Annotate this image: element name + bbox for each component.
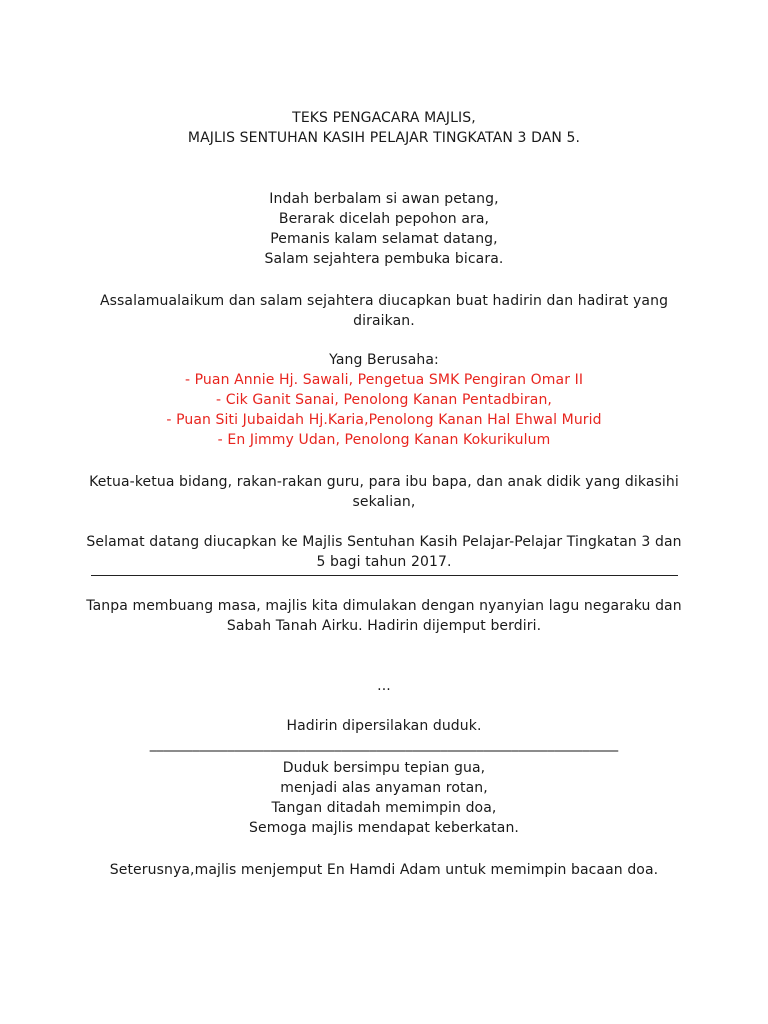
horizontal-rule xyxy=(91,575,678,576)
ellipsis: ... xyxy=(377,678,391,694)
prayer-pantun-line-3: Tangan ditadah memimpin doa, xyxy=(271,800,497,816)
prayer-invitation: Seterusnya,majlis menjemput En Hamdi Adam untuk memimpin bacaan doa. xyxy=(109,862,659,878)
opening-pantun-line-1: Indah berbalam si awan petang, xyxy=(269,191,499,207)
dignitary-item: - En Jimmy Udan, Penolong Kanan Kokurikulum xyxy=(217,432,551,448)
anthem-line-1: Tanpa membuang masa, majlis kita dimulakan dengan nyanyian lagu negaraku dan xyxy=(86,598,682,614)
audience-line-2: sekalian, xyxy=(352,494,416,510)
prayer-pantun-line-2: menjadi alas anyaman rotan, xyxy=(280,780,488,796)
opening-pantun-line-2: Berarak dicelah pepohon ara, xyxy=(278,211,490,227)
dignitary-item: - Puan Annie Hj. Sawali, Pengetua SMK Pengiran Omar II xyxy=(184,372,584,388)
title-line-1: TEKS PENGACARA MAJLIS, xyxy=(292,110,476,126)
title-line-2: MAJLIS SENTUHAN KASIH PELAJAR TINGKATAN 3 DAN 5. xyxy=(187,130,581,146)
prayer-pantun-line-1: Duduk bersimpu tepian gua, xyxy=(282,760,486,776)
underscore-divider: __________________________________________________________________ xyxy=(149,736,619,752)
seated-instruction: Hadirin dipersilakan duduk. xyxy=(286,718,482,734)
greeting-line-2: diraikan. xyxy=(353,313,415,329)
greeting-line-1: Assalamualaikum dan salam sejahtera diucapkan buat hadirin dan hadirat yang xyxy=(99,293,669,309)
audience-line-1: Ketua-ketua bidang, rakan-rakan guru, para ibu bapa, dan anak didik yang dikasihi xyxy=(89,474,679,490)
opening-pantun-line-4: Salam sejahtera pembuka bicara. xyxy=(264,251,504,267)
dignitary-item: - Cik Ganit Sanai, Penolong Kanan Pentadbiran, xyxy=(216,392,552,408)
opening-pantun-line-3: Pemanis kalam selamat datang, xyxy=(270,231,498,247)
welcome-line-1: Selamat datang diucapkan ke Majlis Sentuhan Kasih Pelajar-Pelajar Tingkatan 3 dan xyxy=(86,534,682,550)
welcome-line-2: 5 bagi tahun 2017. xyxy=(316,554,452,570)
dignitaries-heading: Yang Berusaha: xyxy=(329,352,439,368)
anthem-line-2: Sabah Tanah Airku. Hadirin dijemput berdiri. xyxy=(226,618,542,634)
dignitary-item: - Puan Siti Jubaidah Hj.Karia,Penolong Kanan Hal Ehwal Murid xyxy=(166,412,602,428)
prayer-pantun-line-4: Semoga majlis mendapat keberkatan. xyxy=(249,820,519,836)
